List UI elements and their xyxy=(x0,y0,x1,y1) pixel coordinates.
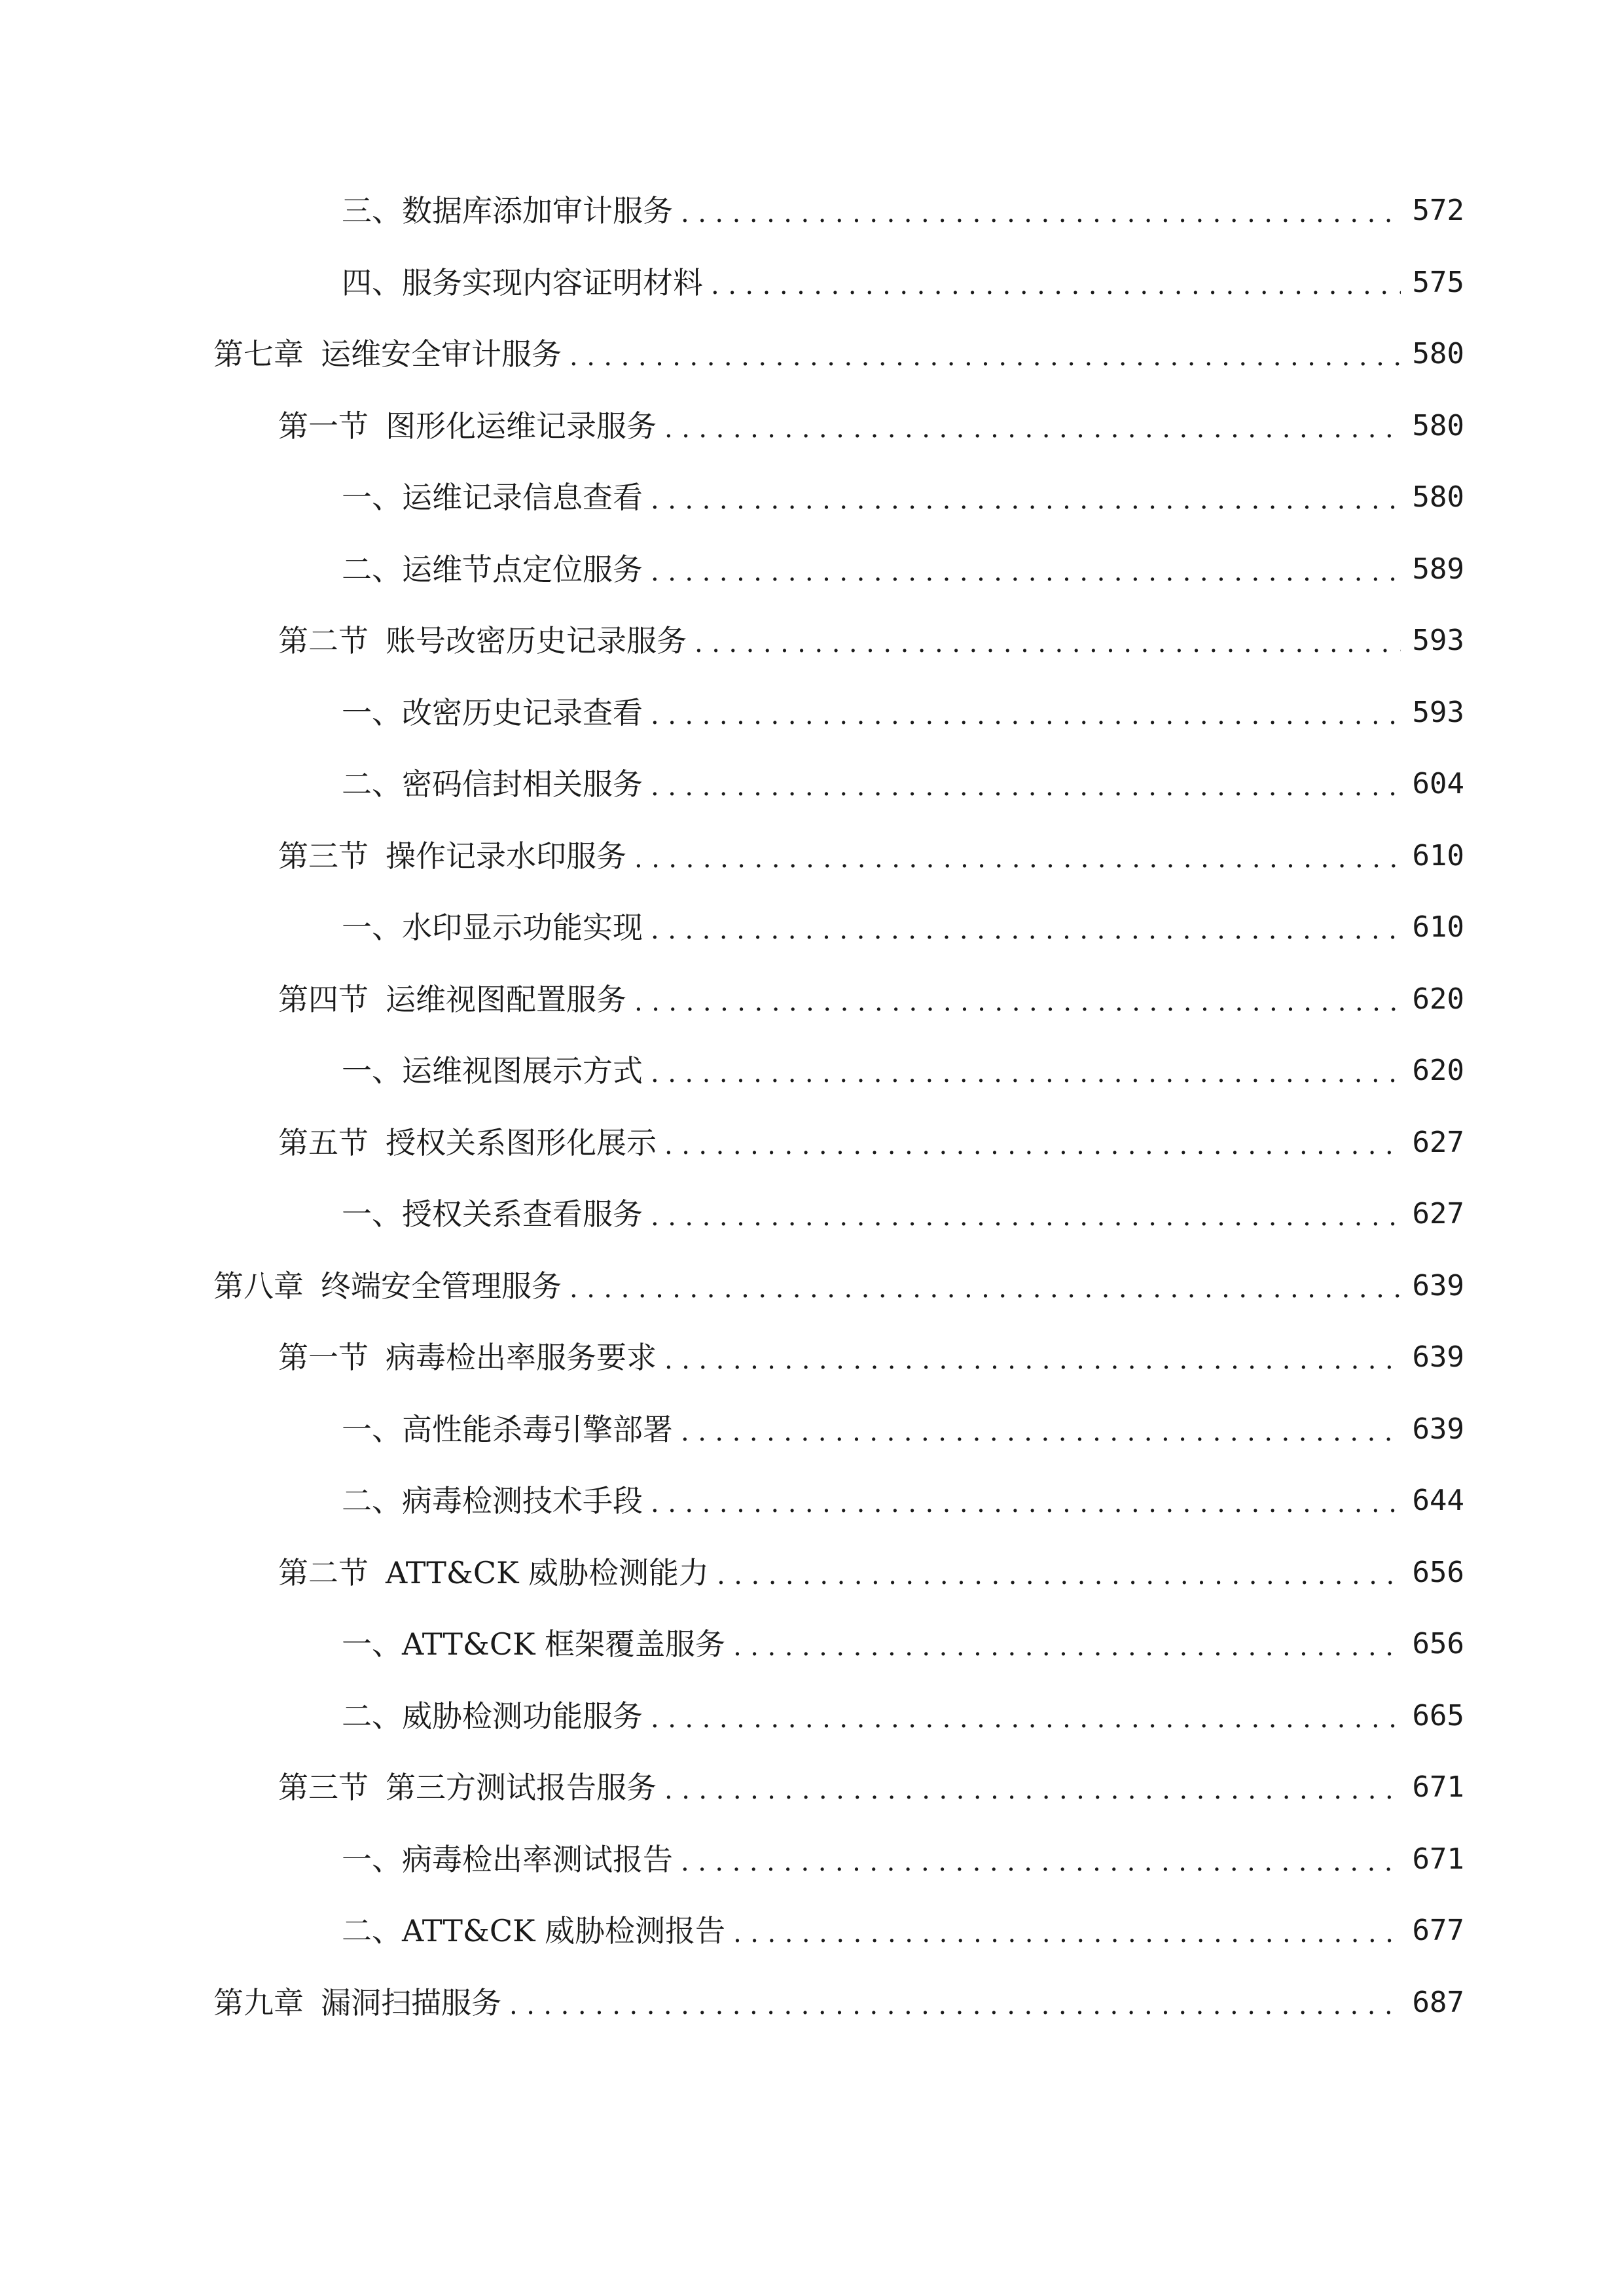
dot-leader xyxy=(664,412,1401,446)
toc-entry-line xyxy=(342,550,1464,589)
dot-leader xyxy=(634,842,1401,876)
dot-leader xyxy=(717,1558,1400,1592)
toc-entry-number: 一、 xyxy=(342,1196,402,1232)
toc-entry-number: 二、 xyxy=(342,766,402,802)
toc-entry-number: 第一节 xyxy=(278,1340,369,1375)
toc-entry-line xyxy=(278,1553,1464,1592)
toc-entry-title: 账号改密历史记录服务 xyxy=(386,623,687,658)
toc-entry-title: 漏洞扫描服务 xyxy=(321,1984,501,2020)
toc-entry-page-number: 671 xyxy=(1412,1842,1464,1876)
toc-entry-page-number: 620 xyxy=(1412,982,1464,1016)
dot-leader xyxy=(569,1272,1401,1306)
dot-leader xyxy=(695,626,1401,660)
toc-entry-title: 病毒检出率服务要求 xyxy=(386,1340,657,1375)
toc-entry-title: ATT&CK 框架覆盖服务 xyxy=(402,1626,726,1662)
toc-entry-item[interactable] xyxy=(0,1194,1624,1266)
toc-entry-page-number: 580 xyxy=(1412,337,1464,370)
toc-entry-number: 第七章 xyxy=(213,336,304,372)
toc-entry-page-number: 627 xyxy=(1412,1125,1464,1159)
toc-entry-page-number: 677 xyxy=(1412,1914,1464,1947)
toc-entry-page-number: 656 xyxy=(1412,1627,1464,1660)
toc-entry-line xyxy=(342,478,1464,517)
toc-entry-title: 密码信封相关服务 xyxy=(402,766,643,802)
toc-entry-page-number: 639 xyxy=(1412,1340,1464,1374)
toc-entry-number: 第五节 xyxy=(278,1124,369,1160)
toc-entry-page-number: 593 xyxy=(1412,624,1464,657)
toc-entry-title: 运维视图配置服务 xyxy=(386,981,626,1017)
toc-entry-page-number: 620 xyxy=(1412,1054,1464,1087)
toc-entry-number: 二、 xyxy=(342,1698,402,1734)
toc-entry-title: 运维节点定位服务 xyxy=(402,551,643,587)
toc-entry-line xyxy=(278,980,1464,1019)
toc-entry-line xyxy=(342,908,1464,947)
toc-entry-line xyxy=(342,1051,1464,1090)
toc-entry-title: 第三方测试报告服务 xyxy=(386,1770,657,1805)
toc-entry-section[interactable] xyxy=(0,980,1624,1052)
toc-entry-item[interactable] xyxy=(0,263,1624,335)
toc-entry-title: 威胁检测功能服务 xyxy=(402,1698,643,1734)
toc-entry-line xyxy=(342,1840,1464,1879)
toc-entry-page-number: 580 xyxy=(1412,480,1464,514)
toc-entry-title: 改密历史记录查看 xyxy=(402,694,643,730)
toc-entry-page-number: 665 xyxy=(1412,1698,1464,1732)
toc-entry-line xyxy=(342,693,1464,732)
toc-entry-page-number: 610 xyxy=(1412,910,1464,944)
toc-entry-section[interactable] xyxy=(0,621,1624,693)
table-of-contents xyxy=(0,191,1624,2054)
toc-entry-title: 操作记录水印服务 xyxy=(386,838,626,874)
toc-entry-number: 一、 xyxy=(342,694,402,730)
toc-entry-title: 病毒检测技术手段 xyxy=(402,1483,643,1518)
toc-entry-section[interactable] xyxy=(0,1553,1624,1625)
toc-entry-item[interactable] xyxy=(0,191,1624,263)
dot-leader xyxy=(733,1630,1400,1664)
toc-entry-line xyxy=(278,1338,1464,1377)
toc-entry-number: 第一节 xyxy=(278,408,369,444)
toc-entry-item[interactable] xyxy=(0,550,1624,622)
toc-entry-line xyxy=(213,1266,1464,1306)
toc-entry-item[interactable] xyxy=(0,764,1624,836)
toc-entry-item[interactable] xyxy=(0,908,1624,980)
toc-entry-number: 第九章 xyxy=(213,1984,304,2020)
toc-entry-page-number: 671 xyxy=(1412,1770,1464,1804)
toc-entry-title: ATT&CK 威胁检测报告 xyxy=(402,1913,726,1948)
dot-leader xyxy=(569,340,1401,374)
toc-entry-page-number: 644 xyxy=(1412,1484,1464,1517)
toc-entry-title: 授权关系图形化展示 xyxy=(386,1124,657,1160)
toc-entry-title: 运维视图展示方式 xyxy=(402,1053,643,1088)
toc-entry-line xyxy=(278,406,1464,446)
dot-leader xyxy=(711,268,1401,302)
toc-entry-line xyxy=(342,1624,1464,1664)
toc-entry-line xyxy=(342,1481,1464,1520)
toc-entry-number: 三、 xyxy=(342,193,402,228)
toc-entry-title: 运维安全审计服务 xyxy=(321,336,562,372)
toc-entry-title: 终端安全管理服务 xyxy=(321,1268,562,1304)
toc-entry-page-number: 656 xyxy=(1412,1555,1464,1589)
dot-leader xyxy=(651,913,1401,947)
toc-entry-title: 病毒检出率测试报告 xyxy=(402,1841,673,1877)
toc-entry-line xyxy=(278,621,1464,660)
dot-leader xyxy=(681,196,1401,230)
toc-entry-line xyxy=(342,1911,1464,1950)
toc-entry-title: 数据库添加审计服务 xyxy=(402,193,673,228)
toc-entry-line xyxy=(213,1983,1464,2022)
toc-entry-line xyxy=(278,1768,1464,1807)
dot-leader xyxy=(681,1845,1401,1879)
dot-leader xyxy=(651,770,1401,804)
toc-entry-title: 运维记录信息查看 xyxy=(402,480,643,515)
toc-entry-line xyxy=(278,1123,1464,1162)
toc-entry-number: 第二节 xyxy=(278,1554,369,1590)
toc-entry-title: 服务实现内容证明材料 xyxy=(402,264,703,300)
toc-entry-item[interactable] xyxy=(0,1481,1624,1553)
toc-entry-chapter[interactable] xyxy=(0,334,1624,406)
toc-entry-number: 第八章 xyxy=(213,1268,304,1304)
toc-entry-section[interactable] xyxy=(0,1338,1624,1410)
toc-entry-line xyxy=(342,1696,1464,1736)
toc-entry-item[interactable] xyxy=(0,1840,1624,1912)
dot-leader xyxy=(634,985,1401,1019)
toc-entry-item[interactable] xyxy=(0,1410,1624,1482)
toc-entry-line xyxy=(342,764,1464,804)
toc-entry-section[interactable] xyxy=(0,1123,1624,1195)
toc-entry-number: 第四节 xyxy=(278,981,369,1017)
toc-entry-number: 第二节 xyxy=(278,623,369,658)
toc-entry-item[interactable] xyxy=(0,1696,1624,1768)
toc-entry-chapter[interactable] xyxy=(0,1266,1624,1338)
toc-entry-page-number: 627 xyxy=(1412,1197,1464,1230)
toc-entry-page-number: 610 xyxy=(1412,838,1464,872)
toc-entry-line xyxy=(342,1410,1464,1449)
toc-entry-number: 二、 xyxy=(342,1483,402,1518)
toc-entry-number: 二、 xyxy=(342,1913,402,1948)
toc-entry-number: 第三节 xyxy=(278,838,369,874)
toc-entry-line xyxy=(342,263,1464,302)
toc-entry-section[interactable] xyxy=(0,836,1624,908)
toc-entry-page-number: 580 xyxy=(1412,408,1464,442)
dot-leader xyxy=(651,698,1401,732)
toc-entry-section[interactable] xyxy=(0,406,1624,478)
dot-leader xyxy=(681,1415,1401,1449)
toc-entry-title: 水印显示功能实现 xyxy=(402,910,643,945)
toc-entry-number: 一、 xyxy=(342,1053,402,1088)
dot-leader xyxy=(509,1988,1401,2022)
toc-entry-number: 一、 xyxy=(342,1841,402,1877)
dot-leader xyxy=(651,483,1401,517)
toc-entry-item[interactable] xyxy=(0,1911,1624,1983)
toc-entry-item[interactable] xyxy=(0,1051,1624,1123)
toc-entry-title: 图形化运维记录服务 xyxy=(386,408,657,444)
toc-entry-page-number: 639 xyxy=(1412,1412,1464,1446)
toc-entry-item[interactable] xyxy=(0,478,1624,550)
toc-entry-title: 高性能杀毒引擎部署 xyxy=(402,1411,673,1447)
toc-entry-item[interactable] xyxy=(0,1624,1624,1696)
toc-entry-line xyxy=(278,836,1464,876)
dot-leader xyxy=(651,1200,1401,1234)
dot-leader xyxy=(733,1916,1400,1950)
toc-entry-page-number: 687 xyxy=(1412,1985,1464,2019)
toc-entry-title: 授权关系查看服务 xyxy=(402,1196,643,1232)
toc-entry-line xyxy=(342,191,1464,230)
toc-entry-number: 一、 xyxy=(342,1626,402,1662)
toc-entry-item[interactable] xyxy=(0,693,1624,765)
toc-entry-page-number: 589 xyxy=(1412,552,1464,586)
dot-leader xyxy=(664,1128,1401,1162)
dot-leader xyxy=(651,1056,1401,1090)
toc-entry-number: 第三节 xyxy=(278,1770,369,1805)
dot-leader xyxy=(664,1343,1401,1377)
dot-leader xyxy=(651,1486,1401,1520)
toc-entry-number: 一、 xyxy=(342,480,402,515)
dot-leader xyxy=(664,1773,1401,1807)
toc-entry-page-number: 604 xyxy=(1412,767,1464,800)
toc-entry-page-number: 593 xyxy=(1412,695,1464,729)
toc-entry-title: ATT&CK 威胁检测能力 xyxy=(386,1554,710,1590)
toc-entry-number: 一、 xyxy=(342,910,402,945)
toc-entry-section[interactable] xyxy=(0,1768,1624,1840)
toc-entry-number: 四、 xyxy=(342,264,402,300)
dot-leader xyxy=(651,1702,1401,1736)
toc-entry-page-number: 639 xyxy=(1412,1268,1464,1302)
toc-entry-number: 二、 xyxy=(342,551,402,587)
toc-entry-number: 一、 xyxy=(342,1411,402,1447)
toc-entry-page-number: 572 xyxy=(1412,194,1464,227)
toc-entry-line xyxy=(213,334,1464,374)
toc-entry-chapter[interactable] xyxy=(0,1983,1624,2055)
toc-entry-page-number: 575 xyxy=(1412,265,1464,299)
dot-leader xyxy=(651,555,1401,589)
toc-entry-line xyxy=(342,1194,1464,1234)
